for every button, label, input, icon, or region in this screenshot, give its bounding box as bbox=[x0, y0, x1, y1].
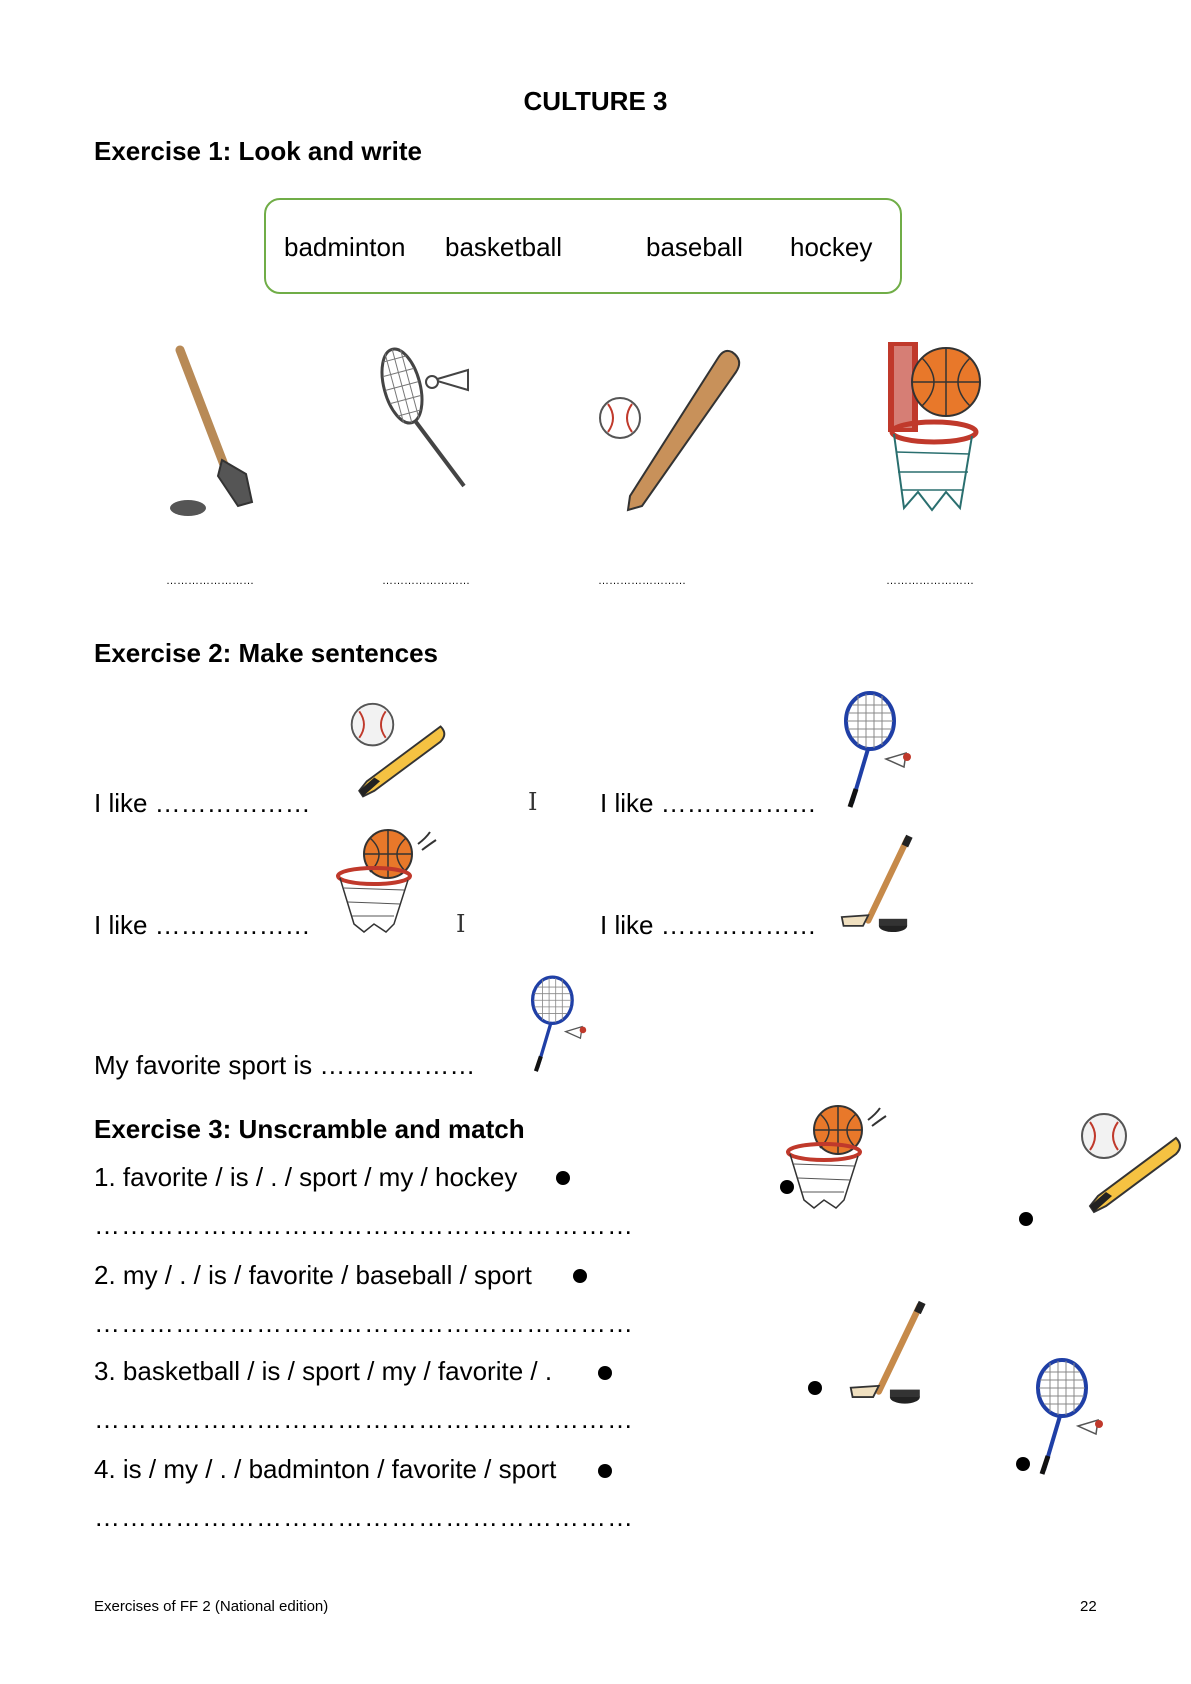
exercise3-heading: Exercise 3: Unscramble and match bbox=[94, 1114, 525, 1144]
match-dot-basketball[interactable] bbox=[780, 1180, 794, 1194]
answer-line-1[interactable]: …………………………………………………… bbox=[94, 1210, 634, 1240]
baseball-bat-icon bbox=[346, 700, 450, 804]
badminton-racket-icon bbox=[1030, 1358, 1110, 1478]
exercise3-item-3: 3. basketball / is / sport / my / favorite / . bbox=[94, 1356, 553, 1386]
text-cursor: I bbox=[528, 788, 538, 816]
answer-line-3[interactable]: …………………………………………………… bbox=[94, 1404, 634, 1434]
match-dot-4[interactable] bbox=[598, 1464, 612, 1478]
word-hockey: hockey bbox=[790, 232, 873, 262]
badminton-racket-icon bbox=[526, 974, 592, 1076]
match-dot-1[interactable] bbox=[556, 1171, 570, 1185]
exercise1-heading: Exercise 1: Look and write bbox=[94, 136, 423, 166]
page-title: CULTURE 3 bbox=[523, 86, 668, 116]
basketball-hoop-icon bbox=[888, 342, 980, 514]
exercise2-heading: Exercise 2: Make sentences bbox=[94, 638, 438, 668]
text-cursor: I bbox=[456, 910, 466, 938]
favorite-sentence[interactable]: My favorite sport is ……………… bbox=[94, 1050, 476, 1080]
match-dot-hockey[interactable] bbox=[808, 1381, 822, 1395]
page-number: 22 bbox=[1080, 1598, 1097, 1615]
baseball-bat-icon bbox=[598, 346, 746, 514]
sentence-3[interactable]: I like ……………… bbox=[94, 910, 311, 940]
hockey-stick-icon bbox=[844, 1300, 934, 1412]
hockey-stick-icon bbox=[836, 834, 920, 940]
match-dot-3[interactable] bbox=[598, 1366, 612, 1380]
exercise1-blank-4[interactable]: …………………… bbox=[886, 575, 974, 587]
exercise3-item-1: 1. favorite / is / . / sport / my / hockey bbox=[94, 1162, 518, 1192]
exercise1-blank-1[interactable]: …………………… bbox=[166, 575, 254, 587]
badminton-racket-icon bbox=[838, 690, 918, 812]
basketball-hoop-icon bbox=[780, 1104, 900, 1214]
badminton-racket-icon bbox=[382, 346, 472, 496]
footer-text: Exercises of FF 2 (National edition) bbox=[94, 1598, 329, 1615]
word-badminton: badminton bbox=[284, 232, 406, 262]
match-dot-badminton[interactable] bbox=[1016, 1457, 1030, 1471]
match-dot-2[interactable] bbox=[573, 1269, 587, 1283]
exercise3-item-4: 4. is / my / . / badminton / favorite / sport bbox=[94, 1454, 557, 1484]
baseball-bat-icon bbox=[1076, 1110, 1186, 1220]
sentence-4[interactable]: I like ……………… bbox=[600, 910, 817, 940]
exercise1-blank-2[interactable]: …………………… bbox=[382, 575, 470, 587]
sentence-2[interactable]: I like ……………… bbox=[600, 788, 817, 818]
hockey-stick-icon bbox=[168, 346, 254, 516]
word-basketball: basketball bbox=[445, 232, 563, 262]
word-baseball: baseball bbox=[646, 232, 743, 262]
answer-line-2[interactable]: …………………………………………………… bbox=[94, 1308, 634, 1338]
basketball-hoop-icon bbox=[330, 828, 450, 938]
answer-line-4[interactable]: …………………………………………………… bbox=[94, 1502, 634, 1532]
exercise3-item-2: 2. my / . / is / favorite / baseball / sport bbox=[94, 1260, 532, 1290]
exercise1-blank-3[interactable]: …………………… bbox=[598, 575, 686, 587]
match-dot-baseball[interactable] bbox=[1019, 1212, 1033, 1226]
sentence-1[interactable]: I like ……………… bbox=[94, 788, 311, 818]
